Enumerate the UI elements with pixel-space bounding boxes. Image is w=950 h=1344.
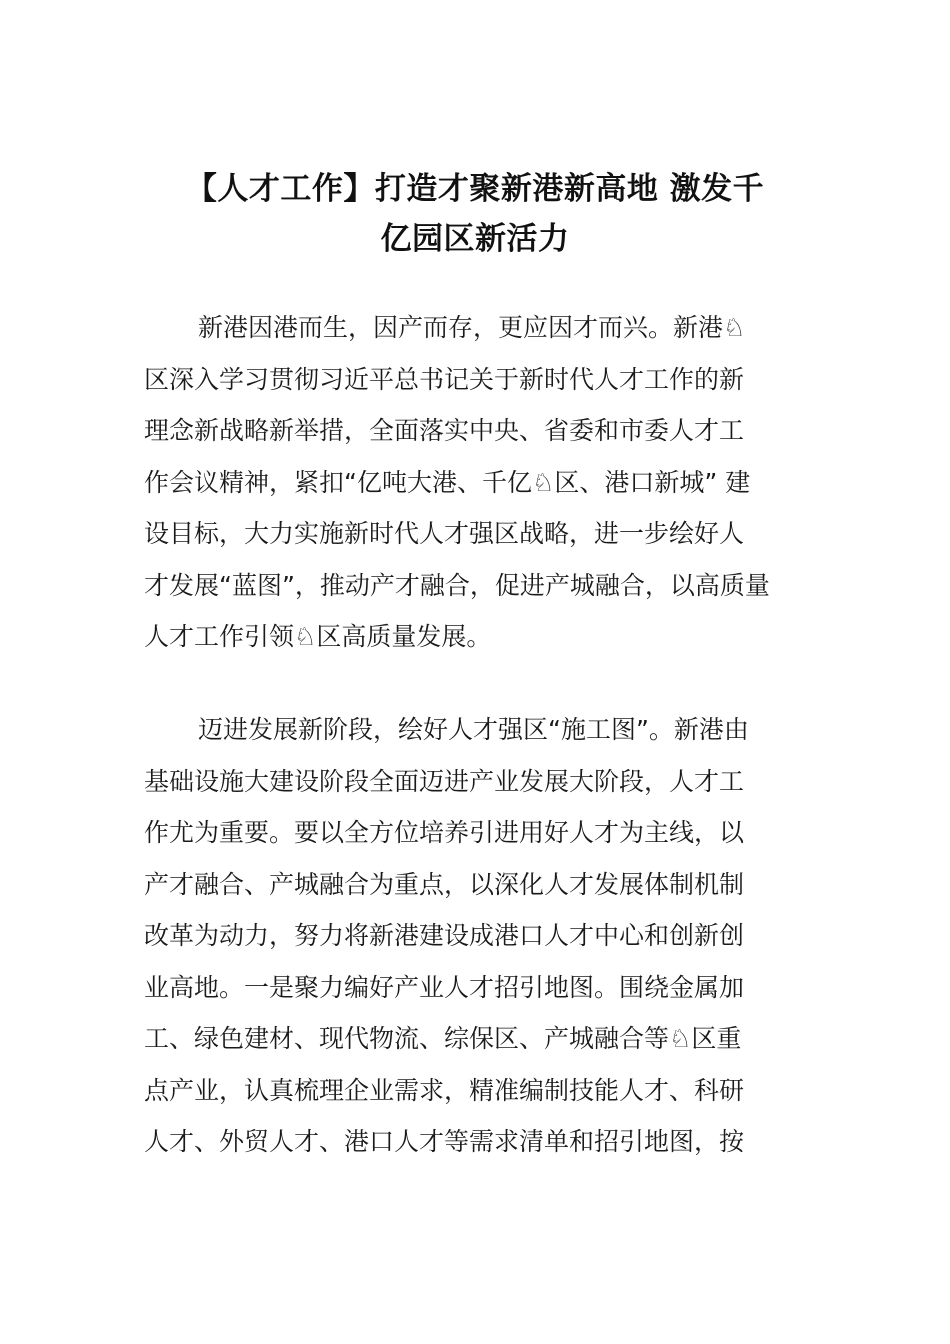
paragraph-line: 人才工作引领♘区高质量发展。 bbox=[144, 622, 492, 651]
paragraph-line: 迈进发展新阶段，绘好人才强区“施工图”。新港由 bbox=[198, 715, 749, 744]
title-line-1: 【人才工作】打造才聚新港新高地 激发千 bbox=[185, 171, 765, 207]
paragraph-line: 作会议精神，紧扣“亿吨大港、千亿♘区、港口新城” 建 bbox=[144, 467, 751, 497]
paragraph-line: 作尤为重要。要以全方位培养引进用好人才为主线，以 bbox=[144, 818, 745, 847]
paragraph-line: 工、绿色建材、现代物流、综保区、产城融合等♘区重 bbox=[144, 1024, 742, 1053]
document-title bbox=[130, 164, 820, 264]
paragraph-line: 设目标，大力实施新时代人才强区战略，进一步绘好人 bbox=[144, 519, 745, 548]
paragraph-line: 改革为动力，努力将新港建设成港口人才中心和创新创 bbox=[144, 921, 745, 950]
paragraph-1 bbox=[144, 302, 808, 663]
paragraph-line: 产才融合、产城融合为重点，以深化人才发展体制机制 bbox=[144, 869, 745, 899]
paragraph-line: 理念新战略新举措，全面落实中央、省委和市委人才工 bbox=[144, 416, 745, 445]
paragraph-line: 业高地。一是聚力编好产业人才招引地图。围绕金属加 bbox=[144, 972, 745, 1002]
paragraph-2 bbox=[144, 704, 808, 1168]
paragraph-line: 基础设施大建设阶段全面迈进产业发展大阶段，人才工 bbox=[144, 766, 745, 796]
paragraph-line: 才发展“蓝图”，推动产才融合，促进产城融合，以高质量 bbox=[144, 570, 770, 600]
paragraph-line: 新港因港而生，因产而存，更应因才而兴。新港♘ bbox=[198, 313, 746, 342]
title-line-2: 亿园区新活力 bbox=[380, 221, 570, 257]
paragraph-line: 人才、外贸人才、港口人才等需求清单和招引地图，按 bbox=[144, 1127, 745, 1156]
paragraph-line: 区深入学习贯彻习近平总书记关于新时代人才工作的新 bbox=[144, 364, 745, 394]
paragraph-line: 点产业，认真梳理企业需求，精准编制技能人才、科研 bbox=[144, 1075, 745, 1105]
